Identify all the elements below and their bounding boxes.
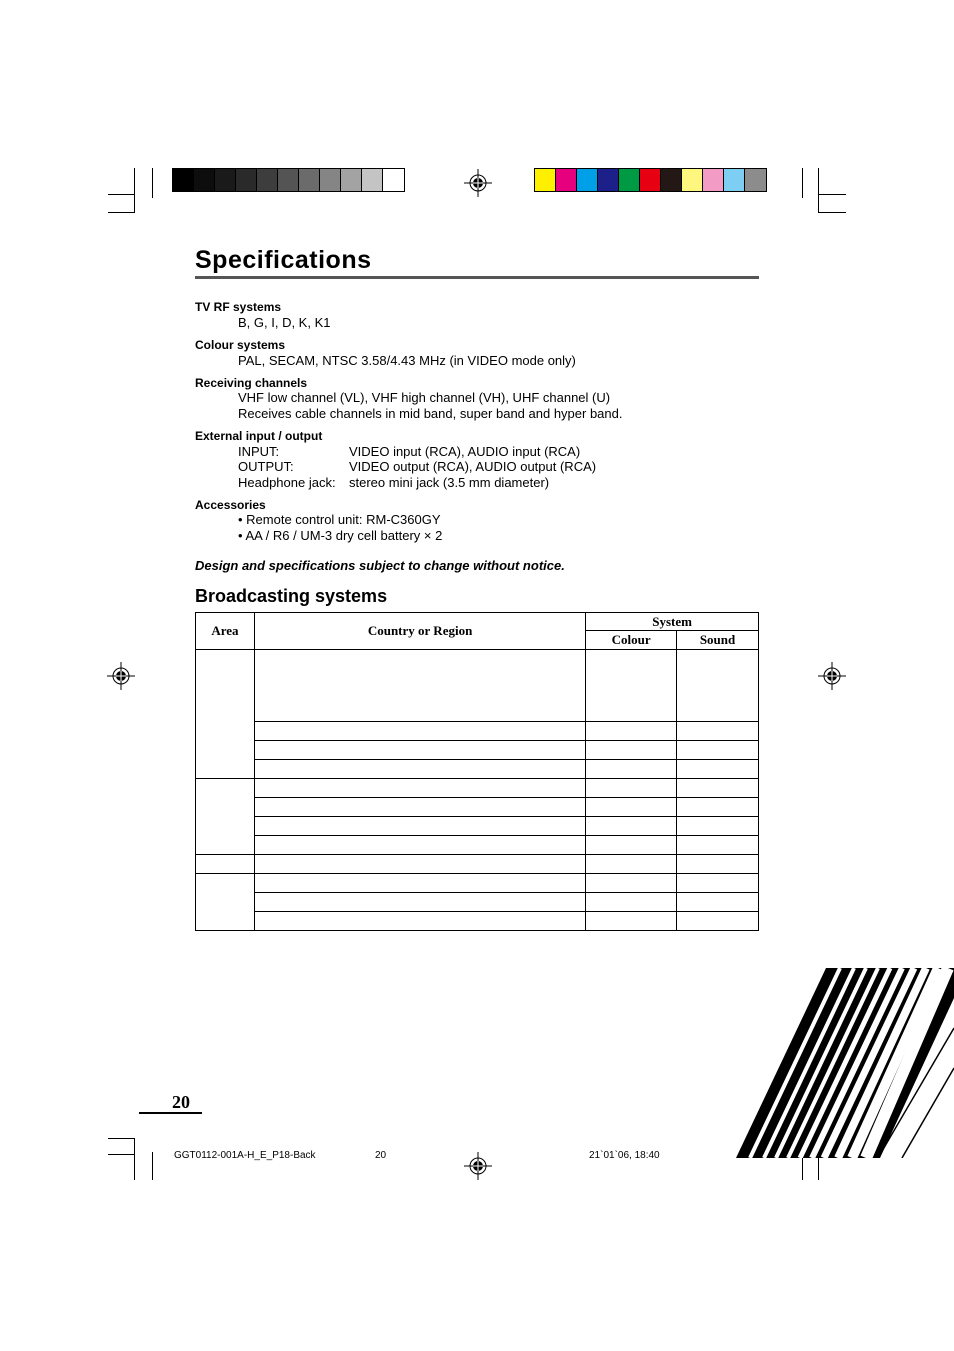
- color-swatch: [535, 169, 556, 191]
- broadcasting-heading: Broadcasting systems: [195, 586, 388, 606]
- color-swatch: [703, 169, 724, 191]
- color-swatch: [362, 169, 383, 191]
- crop-mark: [152, 1152, 153, 1180]
- color-swatch: [682, 169, 703, 191]
- crop-mark: [108, 1154, 135, 1155]
- spec-value-receiving-2: Receives cable channels in mid band, super band and hyper band.: [238, 406, 623, 421]
- color-swatch: [320, 169, 341, 191]
- crop-mark: [818, 212, 846, 213]
- color-swatch: [215, 169, 236, 191]
- spec-label-headphone: Headphone jack:: [238, 475, 336, 490]
- accessory-item: • AA / R6 / UM-3 dry cell battery × 2: [238, 528, 443, 543]
- spec-heading-tv-rf: TV RF systems: [195, 300, 282, 314]
- table-row: [196, 740, 759, 759]
- spec-heading-external: External input / output: [195, 429, 323, 443]
- color-calibration-bar: [534, 168, 767, 192]
- color-swatch: [299, 169, 320, 191]
- crop-mark: [108, 212, 135, 213]
- header-country: Country or Region: [254, 613, 585, 650]
- color-swatch: [194, 169, 215, 191]
- table-row: [196, 798, 759, 817]
- color-swatch: [577, 169, 598, 191]
- table-row: [196, 836, 759, 855]
- spec-value-input: VIDEO input (RCA), AUDIO input (RCA): [349, 444, 581, 459]
- spec-value-tv-rf: B, G, I, D, K, K1: [238, 315, 331, 330]
- color-swatch: [383, 169, 404, 191]
- spec-value-headphone: stereo mini jack (3.5 mm diameter): [349, 475, 550, 490]
- footer-date: 21`01`06, 18:40: [589, 1150, 660, 1161]
- table-row: [196, 779, 759, 798]
- spec-value-colour: PAL, SECAM, NTSC 3.58/4.43 MHz (in VIDEO mode only): [238, 353, 576, 368]
- spec-heading-receiving: Receiving channels: [195, 376, 308, 390]
- color-swatch: [278, 169, 299, 191]
- header-colour: Colour: [586, 631, 677, 650]
- table-row: [196, 893, 759, 912]
- broadcasting-table: [195, 612, 759, 931]
- spec-heading-accessories: Accessories: [195, 498, 266, 512]
- crop-mark: [802, 168, 803, 198]
- crop-mark: [134, 168, 135, 212]
- crop-mark: [152, 168, 153, 198]
- color-swatch: [556, 169, 577, 191]
- color-swatch: [598, 169, 619, 191]
- table-row: [196, 855, 759, 874]
- spec-label-output: OUTPUT:: [238, 459, 294, 474]
- footer-file: GGT0112-001A-H_E_P18-Back: [174, 1150, 316, 1161]
- table-row: [196, 874, 759, 893]
- color-swatch: [619, 169, 640, 191]
- color-swatch: [173, 169, 194, 191]
- registration-mark-icon: [464, 1152, 492, 1180]
- accessory-item: • Remote control unit: RM-C360GY: [238, 512, 441, 527]
- table-row: [196, 817, 759, 836]
- spec-heading-colour: Colour systems: [195, 338, 286, 352]
- title-rule: [195, 276, 759, 279]
- color-swatch: [341, 169, 362, 191]
- crop-mark: [818, 194, 846, 195]
- page-number: 20: [172, 1092, 190, 1112]
- crop-mark: [108, 1138, 135, 1139]
- gray-calibration-bar: [172, 168, 405, 192]
- crop-mark: [108, 194, 135, 195]
- decorative-stripes: [730, 968, 954, 1158]
- color-swatch: [236, 169, 257, 191]
- header-area: Area: [196, 613, 255, 650]
- registration-mark-icon: [818, 662, 846, 690]
- table-row: [196, 759, 759, 778]
- color-swatch: [640, 169, 661, 191]
- table-row: [196, 721, 759, 740]
- registration-mark-icon: [107, 662, 135, 690]
- footer-page: 20: [375, 1150, 387, 1161]
- spec-label-input: INPUT:: [238, 444, 280, 459]
- registration-mark-icon: [464, 169, 492, 197]
- color-swatch: [661, 169, 682, 191]
- spec-value-receiving-1: VHF low channel (VL), VHF high channel (VH), UHF channel (U): [238, 390, 611, 405]
- crop-mark: [818, 168, 819, 212]
- color-swatch: [745, 169, 766, 191]
- color-swatch: [257, 169, 278, 191]
- page-title: Specifications: [195, 246, 372, 274]
- change-notice: Design and specifications subject to change without notice.: [195, 558, 565, 573]
- header-system: System: [586, 613, 759, 631]
- color-swatch: [724, 169, 745, 191]
- header-sound: Sound: [677, 631, 759, 650]
- spec-value-output: VIDEO output (RCA), AUDIO output (RCA): [349, 459, 597, 474]
- page-number-rule: [139, 1112, 202, 1114]
- table-row: [196, 912, 759, 931]
- table-row: [196, 650, 759, 722]
- crop-mark: [134, 1138, 135, 1180]
